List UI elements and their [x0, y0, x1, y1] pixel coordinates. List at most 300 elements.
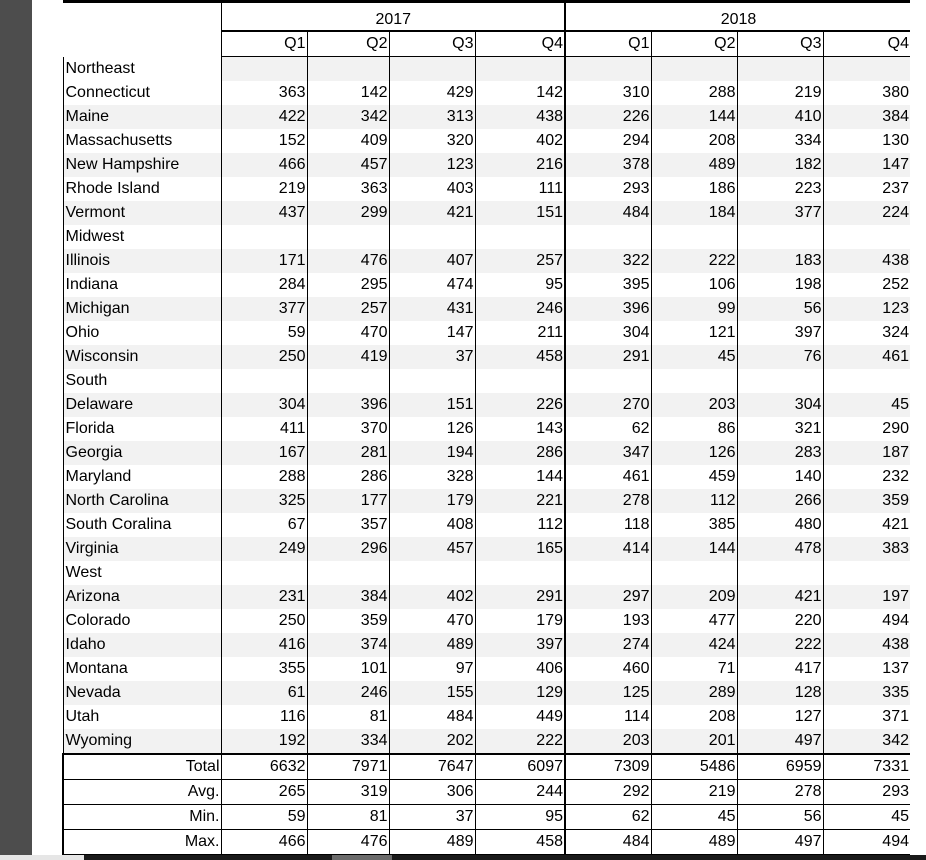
value-cell[interactable]: 411 — [221, 417, 307, 441]
value-cell[interactable]: 222 — [475, 729, 565, 754]
value-cell[interactable]: 257 — [475, 249, 565, 273]
summary-value[interactable]: 265 — [221, 780, 307, 805]
state-label[interactable]: Delaware — [63, 393, 221, 417]
state-label[interactable]: Virginia — [63, 537, 221, 561]
value-cell[interactable]: 118 — [565, 513, 651, 537]
value-cell[interactable]: 231 — [221, 585, 307, 609]
empty-cell[interactable] — [389, 369, 475, 393]
value-cell[interactable]: 126 — [389, 417, 475, 441]
value-cell[interactable]: 182 — [737, 153, 823, 177]
value-cell[interactable]: 147 — [823, 153, 910, 177]
value-cell[interactable]: 324 — [823, 321, 910, 345]
year-2017-header[interactable]: 2017 — [221, 10, 565, 31]
empty-cell[interactable] — [565, 561, 651, 585]
value-cell[interactable]: 216 — [475, 153, 565, 177]
value-cell[interactable]: 125 — [565, 681, 651, 705]
summary-value[interactable]: 219 — [651, 780, 737, 805]
value-cell[interactable]: 193 — [565, 609, 651, 633]
value-cell[interactable]: 187 — [823, 441, 910, 465]
value-cell[interactable]: 219 — [221, 177, 307, 201]
value-cell[interactable]: 461 — [565, 465, 651, 489]
state-label[interactable]: Montana — [63, 657, 221, 681]
value-cell[interactable]: 476 — [307, 249, 389, 273]
value-cell[interactable]: 297 — [565, 585, 651, 609]
value-cell[interactable]: 249 — [221, 537, 307, 561]
summary-value[interactable]: 306 — [389, 780, 475, 805]
value-cell[interactable]: 246 — [475, 297, 565, 321]
value-cell[interactable]: 363 — [307, 177, 389, 201]
value-cell[interactable]: 223 — [737, 177, 823, 201]
value-cell[interactable]: 402 — [389, 585, 475, 609]
value-cell[interactable]: 288 — [651, 81, 737, 105]
value-cell[interactable]: 378 — [565, 153, 651, 177]
value-cell[interactable]: 56 — [737, 297, 823, 321]
value-cell[interactable]: 76 — [737, 345, 823, 369]
value-cell[interactable]: 357 — [307, 513, 389, 537]
region-label[interactable]: Midwest — [63, 225, 221, 249]
value-cell[interactable]: 121 — [651, 321, 737, 345]
value-cell[interactable]: 310 — [565, 81, 651, 105]
value-cell[interactable]: 322 — [565, 249, 651, 273]
empty-cell[interactable] — [221, 369, 307, 393]
value-cell[interactable]: 237 — [823, 177, 910, 201]
value-cell[interactable]: 466 — [221, 153, 307, 177]
empty-cell[interactable] — [307, 561, 389, 585]
value-cell[interactable]: 208 — [651, 705, 737, 729]
state-label[interactable]: Ohio — [63, 321, 221, 345]
summary-value[interactable]: 458 — [475, 830, 565, 855]
value-cell[interactable]: 278 — [565, 489, 651, 513]
summary-value[interactable]: 476 — [307, 830, 389, 855]
summary-value[interactable]: 497 — [737, 830, 823, 855]
empty-cell[interactable] — [651, 225, 737, 249]
value-cell[interactable]: 81 — [307, 705, 389, 729]
state-label[interactable]: Idaho — [63, 633, 221, 657]
value-cell[interactable]: 304 — [221, 393, 307, 417]
state-label[interactable]: Indiana — [63, 273, 221, 297]
empty-cell[interactable] — [651, 561, 737, 585]
value-cell[interactable]: 128 — [737, 681, 823, 705]
value-cell[interactable]: 284 — [221, 273, 307, 297]
value-cell[interactable]: 397 — [737, 321, 823, 345]
state-label[interactable]: Arizona — [63, 585, 221, 609]
value-cell[interactable]: 407 — [389, 249, 475, 273]
value-cell[interactable]: 489 — [651, 153, 737, 177]
value-cell[interactable]: 155 — [389, 681, 475, 705]
value-cell[interactable]: 377 — [737, 201, 823, 225]
empty-cell[interactable] — [389, 561, 475, 585]
empty-cell[interactable] — [389, 57, 475, 82]
summary-value[interactable]: 292 — [565, 780, 651, 805]
summary-value[interactable]: 45 — [651, 805, 737, 830]
summary-value[interactable]: 5486 — [651, 754, 737, 780]
year-2018-header[interactable]: 2018 — [565, 10, 910, 31]
value-cell[interactable]: 396 — [565, 297, 651, 321]
value-cell[interactable]: 419 — [307, 345, 389, 369]
value-cell[interactable]: 437 — [221, 201, 307, 225]
value-cell[interactable]: 359 — [307, 609, 389, 633]
quarter-header[interactable]: Q3 — [389, 31, 475, 57]
summary-value[interactable]: 59 — [221, 805, 307, 830]
state-label[interactable]: Georgia — [63, 441, 221, 465]
value-cell[interactable]: 198 — [737, 273, 823, 297]
empty-cell[interactable] — [389, 225, 475, 249]
state-label[interactable]: Utah — [63, 705, 221, 729]
value-cell[interactable]: 416 — [221, 633, 307, 657]
value-cell[interactable]: 414 — [565, 537, 651, 561]
empty-cell[interactable] — [475, 561, 565, 585]
value-cell[interactable]: 179 — [389, 489, 475, 513]
state-label[interactable]: Connecticut — [63, 81, 221, 105]
empty-cell[interactable] — [221, 57, 307, 82]
value-cell[interactable]: 147 — [389, 321, 475, 345]
value-cell[interactable]: 477 — [651, 609, 737, 633]
value-cell[interactable]: 257 — [307, 297, 389, 321]
value-cell[interactable]: 144 — [651, 537, 737, 561]
value-cell[interactable]: 395 — [565, 273, 651, 297]
value-cell[interactable]: 409 — [307, 129, 389, 153]
summary-value[interactable]: 489 — [651, 830, 737, 855]
value-cell[interactable]: 290 — [823, 417, 910, 441]
empty-cell[interactable] — [565, 369, 651, 393]
value-cell[interactable]: 152 — [221, 129, 307, 153]
value-cell[interactable]: 167 — [221, 441, 307, 465]
summary-value[interactable]: 293 — [823, 780, 910, 805]
empty-cell[interactable] — [823, 561, 910, 585]
empty-cell[interactable] — [475, 369, 565, 393]
value-cell[interactable]: 497 — [737, 729, 823, 754]
value-cell[interactable]: 186 — [651, 177, 737, 201]
value-cell[interactable]: 116 — [221, 705, 307, 729]
state-label[interactable]: Wisconsin — [63, 345, 221, 369]
value-cell[interactable]: 252 — [823, 273, 910, 297]
quarter-header[interactable]: Q4 — [475, 31, 565, 57]
value-cell[interactable]: 123 — [823, 297, 910, 321]
value-cell[interactable]: 385 — [651, 513, 737, 537]
value-cell[interactable]: 201 — [651, 729, 737, 754]
state-label[interactable]: Maryland — [63, 465, 221, 489]
value-cell[interactable]: 494 — [823, 609, 910, 633]
value-cell[interactable]: 203 — [651, 393, 737, 417]
value-cell[interactable]: 226 — [565, 105, 651, 129]
empty-cell[interactable] — [307, 225, 389, 249]
empty-cell[interactable] — [307, 57, 389, 82]
value-cell[interactable]: 377 — [221, 297, 307, 321]
value-cell[interactable]: 142 — [475, 81, 565, 105]
value-cell[interactable]: 281 — [307, 441, 389, 465]
value-cell[interactable]: 97 — [389, 657, 475, 681]
value-cell[interactable]: 61 — [221, 681, 307, 705]
empty-cell[interactable] — [221, 561, 307, 585]
value-cell[interactable]: 226 — [475, 393, 565, 417]
state-label[interactable]: South Coralina — [63, 513, 221, 537]
value-cell[interactable]: 408 — [389, 513, 475, 537]
empty-cell[interactable] — [737, 225, 823, 249]
state-label[interactable]: Maine — [63, 105, 221, 129]
empty-cell[interactable] — [651, 57, 737, 82]
state-label[interactable]: Rhode Island — [63, 177, 221, 201]
quarter-header[interactable]: Q2 — [651, 31, 737, 57]
region-label[interactable]: Northeast — [63, 57, 221, 82]
quarter-header[interactable]: Q3 — [737, 31, 823, 57]
summary-label[interactable]: Max. — [63, 830, 221, 855]
value-cell[interactable]: 123 — [389, 153, 475, 177]
value-cell[interactable]: 106 — [651, 273, 737, 297]
value-cell[interactable]: 461 — [823, 345, 910, 369]
value-cell[interactable]: 321 — [737, 417, 823, 441]
state-label[interactable]: Wyoming — [63, 729, 221, 754]
value-cell[interactable]: 421 — [389, 201, 475, 225]
value-cell[interactable]: 246 — [307, 681, 389, 705]
region-label[interactable]: South — [63, 369, 221, 393]
empty-cell[interactable] — [475, 225, 565, 249]
value-cell[interactable]: 288 — [221, 465, 307, 489]
quarter-header[interactable]: Q4 — [823, 31, 910, 57]
value-cell[interactable]: 304 — [737, 393, 823, 417]
value-cell[interactable]: 421 — [823, 513, 910, 537]
quarter-header[interactable]: Q2 — [307, 31, 389, 57]
value-cell[interactable]: 130 — [823, 129, 910, 153]
value-cell[interactable]: 184 — [651, 201, 737, 225]
value-cell[interactable]: 274 — [565, 633, 651, 657]
value-cell[interactable]: 62 — [565, 417, 651, 441]
value-cell[interactable]: 177 — [307, 489, 389, 513]
value-cell[interactable]: 208 — [651, 129, 737, 153]
value-cell[interactable]: 294 — [565, 129, 651, 153]
value-cell[interactable]: 470 — [307, 321, 389, 345]
corner-cell[interactable] — [63, 10, 221, 31]
region-label[interactable]: West — [63, 561, 221, 585]
empty-cell[interactable] — [737, 57, 823, 82]
summary-value[interactable]: 7331 — [823, 754, 910, 780]
value-cell[interactable]: 363 — [221, 81, 307, 105]
value-cell[interactable]: 380 — [823, 81, 910, 105]
value-cell[interactable]: 457 — [389, 537, 475, 561]
value-cell[interactable]: 192 — [221, 729, 307, 754]
state-label[interactable]: Illinois — [63, 249, 221, 273]
empty-cell[interactable] — [475, 57, 565, 82]
summary-value[interactable]: 45 — [823, 805, 910, 830]
value-cell[interactable]: 37 — [389, 345, 475, 369]
value-cell[interactable]: 142 — [307, 81, 389, 105]
summary-value[interactable]: 6097 — [475, 754, 565, 780]
value-cell[interactable]: 114 — [565, 705, 651, 729]
value-cell[interactable]: 289 — [651, 681, 737, 705]
value-cell[interactable]: 371 — [823, 705, 910, 729]
value-cell[interactable]: 112 — [651, 489, 737, 513]
empty-cell[interactable] — [565, 57, 651, 82]
empty-cell[interactable] — [565, 225, 651, 249]
empty-cell[interactable] — [737, 369, 823, 393]
value-cell[interactable]: 347 — [565, 441, 651, 465]
value-cell[interactable]: 95 — [475, 273, 565, 297]
value-cell[interactable]: 410 — [737, 105, 823, 129]
value-cell[interactable]: 431 — [389, 297, 475, 321]
value-cell[interactable]: 384 — [823, 105, 910, 129]
value-cell[interactable]: 470 — [389, 609, 475, 633]
value-cell[interactable]: 127 — [737, 705, 823, 729]
value-cell[interactable]: 429 — [389, 81, 475, 105]
value-cell[interactable]: 165 — [475, 537, 565, 561]
empty-cell[interactable] — [737, 561, 823, 585]
empty-cell[interactable] — [307, 369, 389, 393]
value-cell[interactable]: 480 — [737, 513, 823, 537]
value-cell[interactable]: 151 — [475, 201, 565, 225]
summary-value[interactable]: 466 — [221, 830, 307, 855]
value-cell[interactable]: 144 — [651, 105, 737, 129]
empty-cell[interactable] — [823, 369, 910, 393]
value-cell[interactable]: 219 — [737, 81, 823, 105]
value-cell[interactable]: 140 — [737, 465, 823, 489]
value-cell[interactable]: 397 — [475, 633, 565, 657]
value-cell[interactable]: 478 — [737, 537, 823, 561]
quarter-header[interactable]: Q1 — [565, 31, 651, 57]
value-cell[interactable]: 484 — [389, 705, 475, 729]
value-cell[interactable]: 342 — [823, 729, 910, 754]
value-cell[interactable]: 59 — [221, 321, 307, 345]
value-cell[interactable]: 370 — [307, 417, 389, 441]
value-cell[interactable]: 417 — [737, 657, 823, 681]
value-cell[interactable]: 250 — [221, 345, 307, 369]
quarter-header[interactable]: Q1 — [221, 31, 307, 57]
value-cell[interactable]: 403 — [389, 177, 475, 201]
summary-value[interactable]: 278 — [737, 780, 823, 805]
value-cell[interactable]: 484 — [565, 201, 651, 225]
value-cell[interactable]: 270 — [565, 393, 651, 417]
summary-value[interactable]: 494 — [823, 830, 910, 855]
value-cell[interactable]: 286 — [475, 441, 565, 465]
value-cell[interactable]: 143 — [475, 417, 565, 441]
empty-cell[interactable] — [221, 225, 307, 249]
value-cell[interactable]: 424 — [651, 633, 737, 657]
value-cell[interactable]: 126 — [651, 441, 737, 465]
value-cell[interactable]: 101 — [307, 657, 389, 681]
summary-value[interactable]: 244 — [475, 780, 565, 805]
value-cell[interactable]: 449 — [475, 705, 565, 729]
value-cell[interactable]: 460 — [565, 657, 651, 681]
summary-value[interactable]: 484 — [565, 830, 651, 855]
value-cell[interactable]: 458 — [475, 345, 565, 369]
value-cell[interactable]: 286 — [307, 465, 389, 489]
summary-value[interactable]: 319 — [307, 780, 389, 805]
value-cell[interactable]: 383 — [823, 537, 910, 561]
value-cell[interactable]: 144 — [475, 465, 565, 489]
value-cell[interactable]: 171 — [221, 249, 307, 273]
value-cell[interactable]: 474 — [389, 273, 475, 297]
empty-cell[interactable] — [651, 369, 737, 393]
summary-label[interactable]: Min. — [63, 805, 221, 830]
value-cell[interactable]: 355 — [221, 657, 307, 681]
value-cell[interactable]: 179 — [475, 609, 565, 633]
state-label[interactable]: Florida — [63, 417, 221, 441]
summary-label[interactable]: Total — [63, 754, 221, 780]
value-cell[interactable]: 335 — [823, 681, 910, 705]
value-cell[interactable]: 384 — [307, 585, 389, 609]
value-cell[interactable]: 421 — [737, 585, 823, 609]
value-cell[interactable]: 325 — [221, 489, 307, 513]
value-cell[interactable]: 489 — [389, 633, 475, 657]
value-cell[interactable]: 422 — [221, 105, 307, 129]
value-cell[interactable]: 211 — [475, 321, 565, 345]
empty-cell[interactable] — [823, 57, 910, 82]
value-cell[interactable]: 67 — [221, 513, 307, 537]
value-cell[interactable]: 459 — [651, 465, 737, 489]
value-cell[interactable]: 293 — [565, 177, 651, 201]
value-cell[interactable]: 71 — [651, 657, 737, 681]
value-cell[interactable]: 334 — [737, 129, 823, 153]
value-cell[interactable]: 283 — [737, 441, 823, 465]
value-cell[interactable]: 374 — [307, 633, 389, 657]
summary-value[interactable]: 489 — [389, 830, 475, 855]
value-cell[interactable]: 250 — [221, 609, 307, 633]
value-cell[interactable]: 359 — [823, 489, 910, 513]
summary-value[interactable]: 6959 — [737, 754, 823, 780]
value-cell[interactable]: 291 — [475, 585, 565, 609]
summary-value[interactable]: 56 — [737, 805, 823, 830]
value-cell[interactable]: 222 — [737, 633, 823, 657]
corner-cell[interactable] — [63, 31, 221, 57]
value-cell[interactable]: 320 — [389, 129, 475, 153]
value-cell[interactable]: 334 — [307, 729, 389, 754]
value-cell[interactable]: 438 — [823, 249, 910, 273]
value-cell[interactable]: 438 — [475, 105, 565, 129]
state-label[interactable]: North Carolina — [63, 489, 221, 513]
value-cell[interactable]: 313 — [389, 105, 475, 129]
value-cell[interactable]: 457 — [307, 153, 389, 177]
summary-value[interactable]: 37 — [389, 805, 475, 830]
value-cell[interactable]: 291 — [565, 345, 651, 369]
value-cell[interactable]: 221 — [475, 489, 565, 513]
state-label[interactable]: Colorado — [63, 609, 221, 633]
value-cell[interactable]: 402 — [475, 129, 565, 153]
summary-value[interactable]: 7309 — [565, 754, 651, 780]
summary-value[interactable]: 95 — [475, 805, 565, 830]
state-label[interactable]: Michigan — [63, 297, 221, 321]
value-cell[interactable]: 137 — [823, 657, 910, 681]
value-cell[interactable]: 129 — [475, 681, 565, 705]
scrollbar-thumb[interactable] — [332, 855, 392, 860]
state-label[interactable]: Vermont — [63, 201, 221, 225]
state-label[interactable]: New Hampshire — [63, 153, 221, 177]
state-label[interactable]: Massachusetts — [63, 129, 221, 153]
value-cell[interactable]: 224 — [823, 201, 910, 225]
value-cell[interactable]: 99 — [651, 297, 737, 321]
summary-value[interactable]: 7971 — [307, 754, 389, 780]
state-label[interactable]: Nevada — [63, 681, 221, 705]
summary-label[interactable]: Avg. — [63, 780, 221, 805]
value-cell[interactable]: 202 — [389, 729, 475, 754]
value-cell[interactable]: 209 — [651, 585, 737, 609]
value-cell[interactable]: 222 — [651, 249, 737, 273]
value-cell[interactable]: 203 — [565, 729, 651, 754]
value-cell[interactable]: 197 — [823, 585, 910, 609]
value-cell[interactable]: 45 — [651, 345, 737, 369]
value-cell[interactable]: 183 — [737, 249, 823, 273]
summary-value[interactable]: 62 — [565, 805, 651, 830]
value-cell[interactable]: 194 — [389, 441, 475, 465]
value-cell[interactable]: 296 — [307, 537, 389, 561]
value-cell[interactable]: 112 — [475, 513, 565, 537]
value-cell[interactable]: 299 — [307, 201, 389, 225]
value-cell[interactable]: 304 — [565, 321, 651, 345]
value-cell[interactable]: 45 — [823, 393, 910, 417]
value-cell[interactable]: 111 — [475, 177, 565, 201]
value-cell[interactable]: 295 — [307, 273, 389, 297]
summary-value[interactable]: 7647 — [389, 754, 475, 780]
summary-value[interactable]: 6632 — [221, 754, 307, 780]
empty-cell[interactable] — [823, 225, 910, 249]
value-cell[interactable]: 328 — [389, 465, 475, 489]
